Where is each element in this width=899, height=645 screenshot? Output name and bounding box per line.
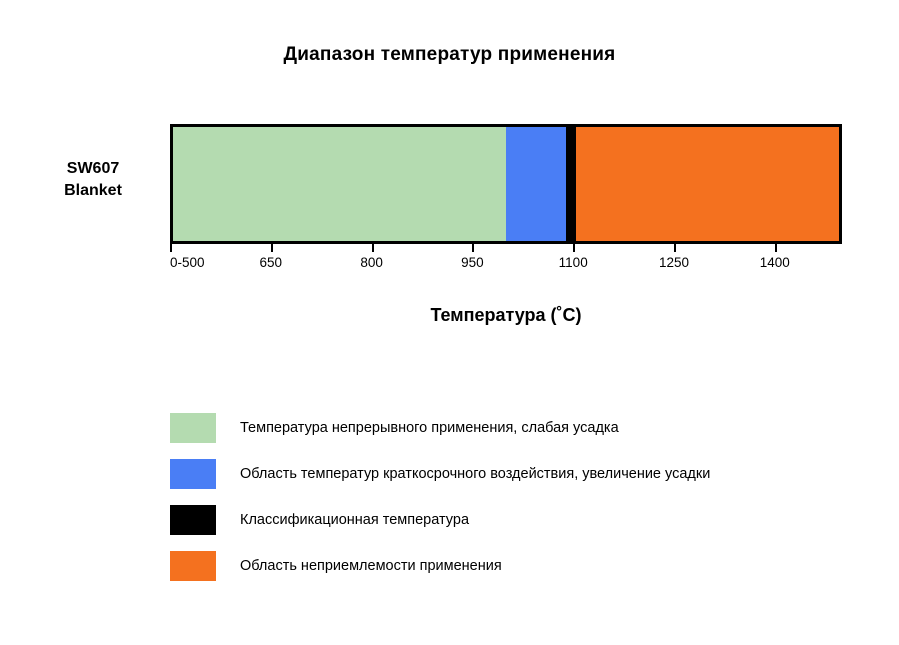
axis-tick-label: 650 xyxy=(259,255,283,270)
bar-segment-4 xyxy=(576,127,839,241)
category-label-line-1: SW607 xyxy=(66,160,120,177)
legend-item xyxy=(170,451,870,497)
legend-item xyxy=(170,405,870,451)
axis-tick xyxy=(372,244,374,252)
x-axis xyxy=(170,244,842,278)
axis-tick xyxy=(775,244,777,252)
chart-legend xyxy=(170,405,870,589)
temperature-bar xyxy=(173,127,839,241)
axis-tick-label: 1250 xyxy=(658,255,690,270)
legend-label: Температура непрерывного применения, слабая усадка xyxy=(240,420,619,436)
chart-title: Диапазон температур применения xyxy=(283,44,616,65)
category-axis-label xyxy=(28,158,158,201)
axis-tick xyxy=(472,244,474,252)
legend-swatch xyxy=(170,413,216,443)
legend-label: Область температур краткосрочного воздействия, увеличение усадки xyxy=(240,466,711,482)
axis-tick-label: 1400 xyxy=(759,255,790,270)
axis-tick-label: 0-500 xyxy=(170,255,205,270)
x-axis-title: Температура (˚C) xyxy=(430,305,582,325)
legend-label: Классификационная температура xyxy=(240,512,470,528)
legend-item xyxy=(170,543,870,589)
bar-segment-1 xyxy=(173,127,506,241)
axis-tick xyxy=(573,244,575,252)
axis-tick xyxy=(170,244,172,252)
axis-tick xyxy=(271,244,273,252)
bar-segment-2 xyxy=(506,127,566,241)
plot-area xyxy=(170,124,842,244)
legend-label: Область неприемлемости применения xyxy=(240,558,502,574)
axis-tick-label: 950 xyxy=(461,255,484,270)
axis-tick-label: 800 xyxy=(360,255,383,270)
legend-item xyxy=(170,497,870,543)
category-label-line-2: Blanket xyxy=(64,181,122,199)
bar-segment-3 xyxy=(566,127,576,241)
legend-swatch xyxy=(170,551,216,581)
axis-tick xyxy=(674,244,676,252)
axis-tick-label: 1100 xyxy=(558,255,588,270)
legend-swatch xyxy=(170,505,216,535)
legend-swatch xyxy=(170,459,216,489)
